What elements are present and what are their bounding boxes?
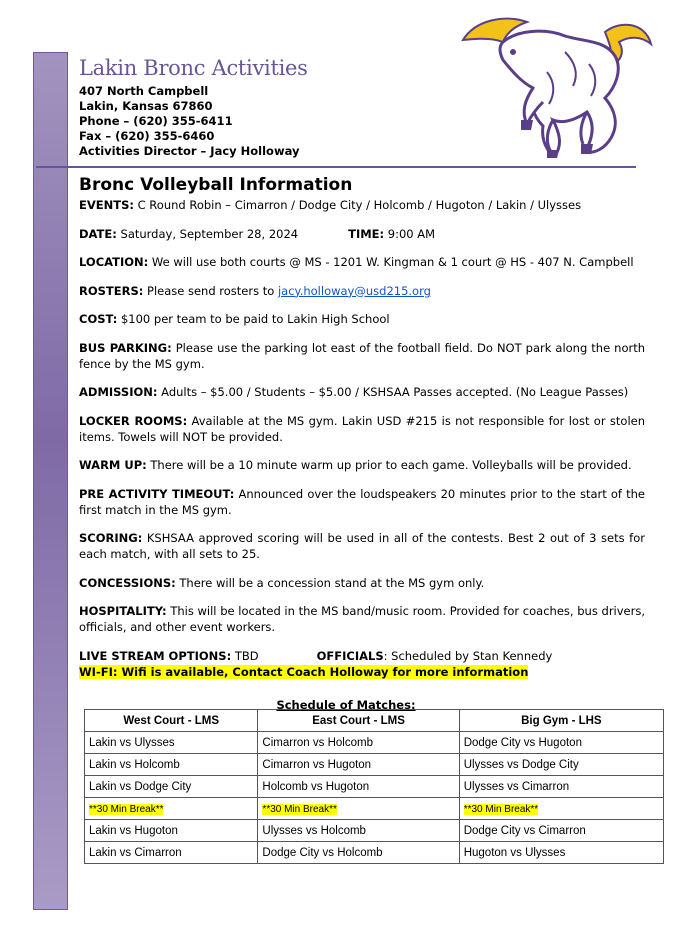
table-cell: Lakin vs Cimarron xyxy=(85,842,258,864)
officials-text: : Scheduled by Stan Kennedy xyxy=(383,648,553,663)
scoring-label: SCORING: xyxy=(79,531,143,545)
officials-label: OFFICIALS xyxy=(316,648,384,663)
location-label: LOCATION: xyxy=(79,255,149,269)
break-cell xyxy=(85,798,258,820)
table-cell: Holcomb vs Hugoton xyxy=(258,776,459,798)
location-text: We will use both courts @ MS - 1201 W. Kingman & 1 court @ HS - 407 N. Campbell xyxy=(148,255,634,269)
address-phone: Phone – (620) 355-6411 xyxy=(79,114,233,128)
time-label: TIME: xyxy=(348,226,385,241)
location-line xyxy=(79,254,645,270)
table-row xyxy=(85,842,664,864)
table-cell: Ulysses vs Holcomb xyxy=(258,820,459,842)
table-row xyxy=(85,820,664,842)
table-row xyxy=(85,754,664,776)
admission-text: Adults – $5.00 / Students – $5.00 / KSHSAA Passes accepted. (No League Passes) xyxy=(157,385,629,399)
scoring-line xyxy=(79,530,645,562)
bus-parking-label: BUS PARKING: xyxy=(79,340,172,355)
table-row-break xyxy=(85,798,664,820)
schedule-header-row xyxy=(85,710,664,732)
address-street: 407 North Campbell xyxy=(79,84,209,98)
table-cell: Lakin vs Dodge City xyxy=(85,776,258,798)
admission-label: ADMISSION: xyxy=(79,385,158,399)
break-text: **30 Min Break** xyxy=(463,803,539,815)
time-text: 9:00 AM xyxy=(384,226,436,241)
date-time-line xyxy=(79,226,645,242)
table-cell: Dodge City vs Cimarron xyxy=(459,820,663,842)
live-stream-text: TBD xyxy=(231,648,259,663)
warm-up-label: WARM UP: xyxy=(79,458,147,472)
table-cell: Dodge City vs Holcomb xyxy=(258,842,459,864)
rosters-label: ROSTERS: xyxy=(79,283,144,298)
hospitality-text: This will be located in the MS band/music room. Provided for coaches, bus drivers, officials, and other event workers. xyxy=(79,604,645,634)
cost-line xyxy=(79,311,645,327)
schedule-table xyxy=(84,709,664,864)
table-cell: Lakin vs Ulysses xyxy=(85,732,258,754)
rosters-line xyxy=(79,283,645,299)
table-row xyxy=(85,776,664,798)
locker-rooms-text: Available at the MS gym. Lakin USD #215 is not responsible for lost or stolen items. Towels will NOT be provided. xyxy=(79,413,645,444)
bus-parking-text: Please use the parking lot east of the football field. Do NOT park along the north fence by the MS gym. xyxy=(79,340,645,371)
events-line xyxy=(79,197,645,213)
hospitality-label: HOSPITALITY: xyxy=(79,604,167,618)
address-city: Lakin, Kansas 67860 xyxy=(79,99,213,113)
scoring-text: KSHSAA approved scoring will be used in all of the contests. Best 2 out of 3 sets for each match, with all sets to 25. xyxy=(79,531,645,561)
concessions-line xyxy=(79,575,645,591)
bus-parking-line xyxy=(79,340,645,372)
wifi-line xyxy=(79,664,645,680)
org-address-block xyxy=(79,84,299,159)
concessions-label: CONCESSIONS: xyxy=(79,575,176,590)
table-cell: Ulysses vs Cimarron xyxy=(459,776,663,798)
cost-text: $100 per team to be paid to Lakin High School xyxy=(117,312,390,326)
wifi-notice: WI-FI: Wifi is available, Contact Coach Holloway for more information xyxy=(79,664,529,679)
table-cell: Lakin vs Hugoton xyxy=(85,820,258,842)
warm-up-line xyxy=(79,457,645,473)
events-text: C Round Robin – Cimarron / Dodge City / Holcomb / Hugoton / Lakin / Ulysses xyxy=(133,198,582,212)
table-cell: Lakin vs Holcomb xyxy=(85,754,258,776)
cost-label: COST: xyxy=(79,312,118,326)
table-cell: Cimarron vs Hugoton xyxy=(258,754,459,776)
date-text: Saturday, September 28, 2024 xyxy=(116,226,299,241)
live-stream-officials-line xyxy=(79,648,645,664)
info-body xyxy=(79,174,645,680)
hospitality-line xyxy=(79,603,645,635)
schedule-title: Schedule of Matches: xyxy=(276,698,416,712)
warm-up-text: There will be a 10 minute warm up prior to each game. Volleyballs will be provided. xyxy=(146,458,632,472)
table-cell: Cimarron vs Holcomb xyxy=(258,732,459,754)
admission-line xyxy=(79,384,645,400)
events-label: EVENTS: xyxy=(79,198,134,212)
org-title: Lakin Bronc Activities xyxy=(79,56,308,80)
date-label: DATE: xyxy=(79,226,117,241)
table-cell: Ulysses vs Dodge City xyxy=(459,754,663,776)
rosters-email-link[interactable]: jacy.holloway@usd215.org xyxy=(277,283,431,298)
rosters-text: Please send rosters to xyxy=(143,283,278,298)
pre-activity-text: Announced over the loudspeakers 20 minutes prior to the start of the first match in the MS gym. xyxy=(79,486,646,517)
table-cell: Dodge City vs Hugoton xyxy=(459,732,663,754)
break-cell xyxy=(459,798,663,820)
header-west-court: West Court - LMS xyxy=(85,710,258,732)
locker-rooms-label: LOCKER ROOMS: xyxy=(79,413,188,428)
table-cell: Hugoton vs Ulysses xyxy=(459,842,663,864)
address-director: Activities Director – Jacy Holloway xyxy=(79,144,300,158)
header-big-gym: Big Gym - LHS xyxy=(459,710,663,732)
bronco-mascot-logo xyxy=(455,12,655,160)
break-text: **30 Min Break** xyxy=(262,803,337,815)
break-cell xyxy=(258,798,459,820)
live-stream-label: LIVE STREAM OPTIONS: xyxy=(79,648,232,663)
break-text: **30 Min Break** xyxy=(89,803,164,815)
sidebar-decoration xyxy=(33,52,68,910)
concessions-text: There will be a concession stand at the MS gym only. xyxy=(175,575,485,590)
locker-rooms-line xyxy=(79,413,645,445)
address-fax: Fax – (620) 355-6460 xyxy=(79,129,215,143)
pre-activity-label: PRE ACTIVITY TIMEOUT: xyxy=(79,486,235,501)
header-east-court: East Court - LMS xyxy=(258,710,459,732)
table-row xyxy=(85,732,664,754)
header-divider xyxy=(36,166,636,168)
page-title: Bronc Volleyball Information xyxy=(79,175,353,195)
pre-activity-line xyxy=(79,486,645,518)
